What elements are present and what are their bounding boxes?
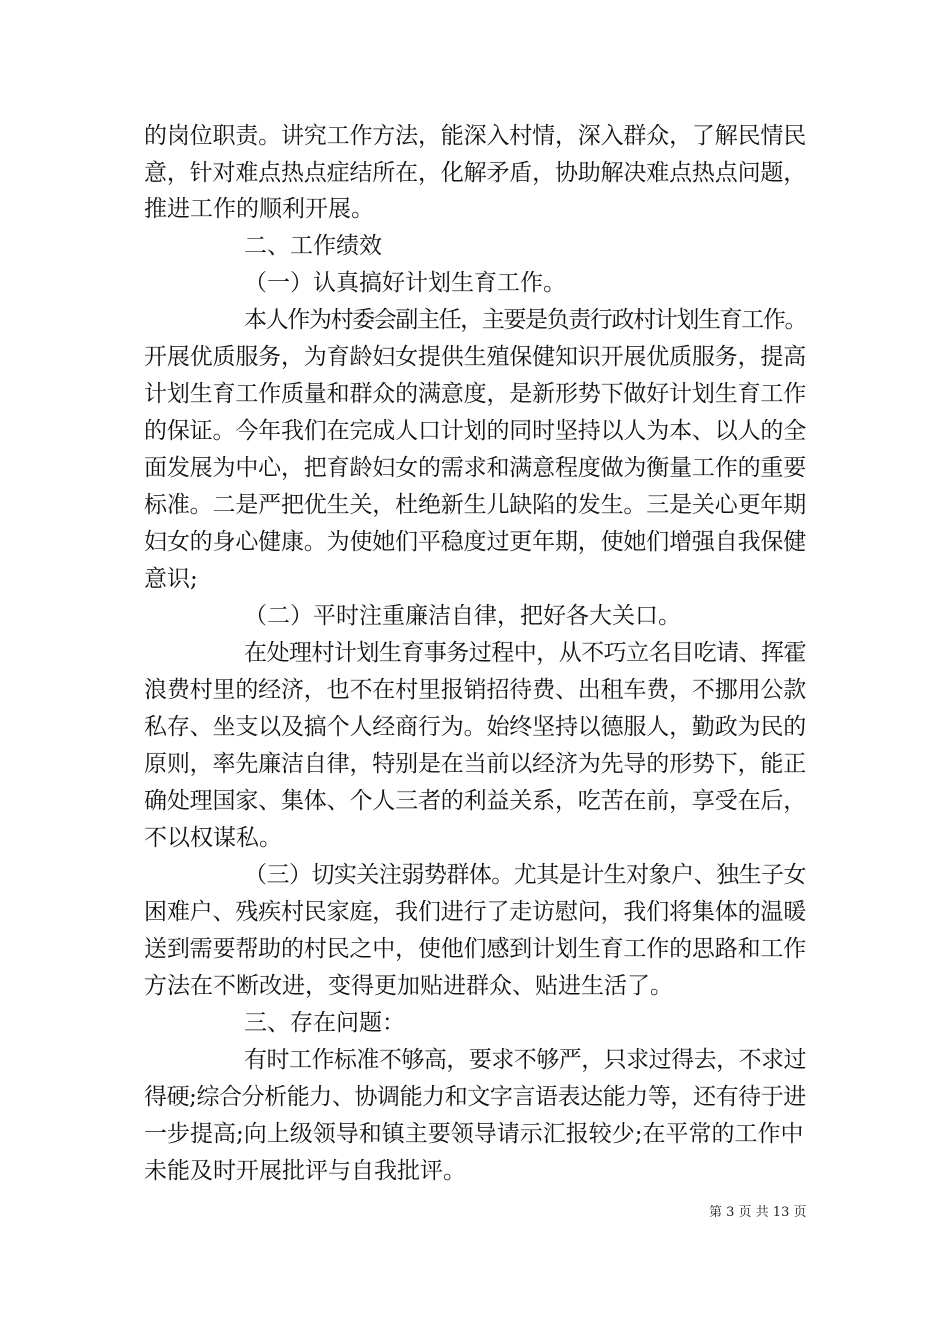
text-line: 在处理村计划生育事务过程中，从不巧立名目吃请、挥霍 [244,640,807,666]
subsection-heading: （二）平时注重廉洁自律，把好各大关口。 [244,603,681,629]
text-line: 计划生育工作质量和群众的满意度，是新形势下做好计划生育工作 [144,381,807,407]
text-line: 面发展为中心，把育龄妇女的需求和满意程度做为衡量工作的重要 [144,455,807,481]
text-line: 得硬;综合分析能力、协调能力和文字言语表达能力等，还有待于进 [144,1084,806,1110]
text-line: 开展优质服务，为育龄妇女提供生殖保健知识开展优质服务，提高 [144,344,807,370]
page-number: 第 3 页 共 13 页 [709,1205,807,1220]
text-line: 的保证。今年我们在完成人口计划的同时坚持以人为本、以人的全 [144,418,807,444]
text-line: 原则，率先廉洁自律，特别是在当前以经济为先导的形势下，能正 [144,751,807,777]
text-line: 本人作为村委会副主任，主要是负责行政村计划生育工作。 [244,307,807,333]
text-line: 有时工作标准不够高，要求不够严，只求过得去，不求过 [244,1047,807,1073]
text-line: 困难户、残疾村民家庭，我们进行了走访慰问，我们将集体的温暖 [144,899,807,925]
text-line: 送到需要帮助的村民之中，使他们感到计划生育工作的思路和工作 [144,936,807,962]
subsection-heading: （三）切实关注弱势群体。尤其是计生对象户、独生子女 [244,862,807,888]
text-line: 意，针对难点热点症结所在，化解矛盾，协助解决难点热点问题， [144,160,807,186]
subsection-heading: （一）认真搞好计划生育工作。 [244,270,566,296]
text-line: 意识; [144,566,198,592]
text-line: 妇女的身心健康。为使她们平稳度过更年期，使她们增强自我保健 [144,529,807,555]
text-line: 未能及时开展批评与自我批评。 [144,1158,466,1184]
text-line: 标准。二是严把优生关，杜绝新生儿缺陷的发生。三是关心更年期 [144,492,807,518]
text-line: 浪费村里的经济，也不在村里报销招待费、出租车费，不挪用公款 [144,677,807,703]
text-line: 一步提高;向上级领导和镇主要领导请示汇报较少;在平常的工作中 [144,1121,804,1147]
text-line: 私存、坐支以及搞个人经商行为。始终坚持以德服人，勤政为民的 [144,714,807,740]
section-heading: 二、工作绩效 [244,233,382,259]
text-line: 方法在不断改进，变得更加贴进群众、贴进生活了。 [144,973,673,999]
text-line: 的岗位职责。讲究工作方法，能深入村情，深入群众，了解民情民 [144,123,807,149]
section-heading: 三、存在问题： [244,1010,405,1036]
text-line: 确处理国家、集体、个人三者的利益关系，吃苦在前，享受在后， [144,788,807,814]
text-line: 推进工作的顺利开展。 [144,196,374,222]
text-line: 不以权谋私。 [144,825,282,851]
